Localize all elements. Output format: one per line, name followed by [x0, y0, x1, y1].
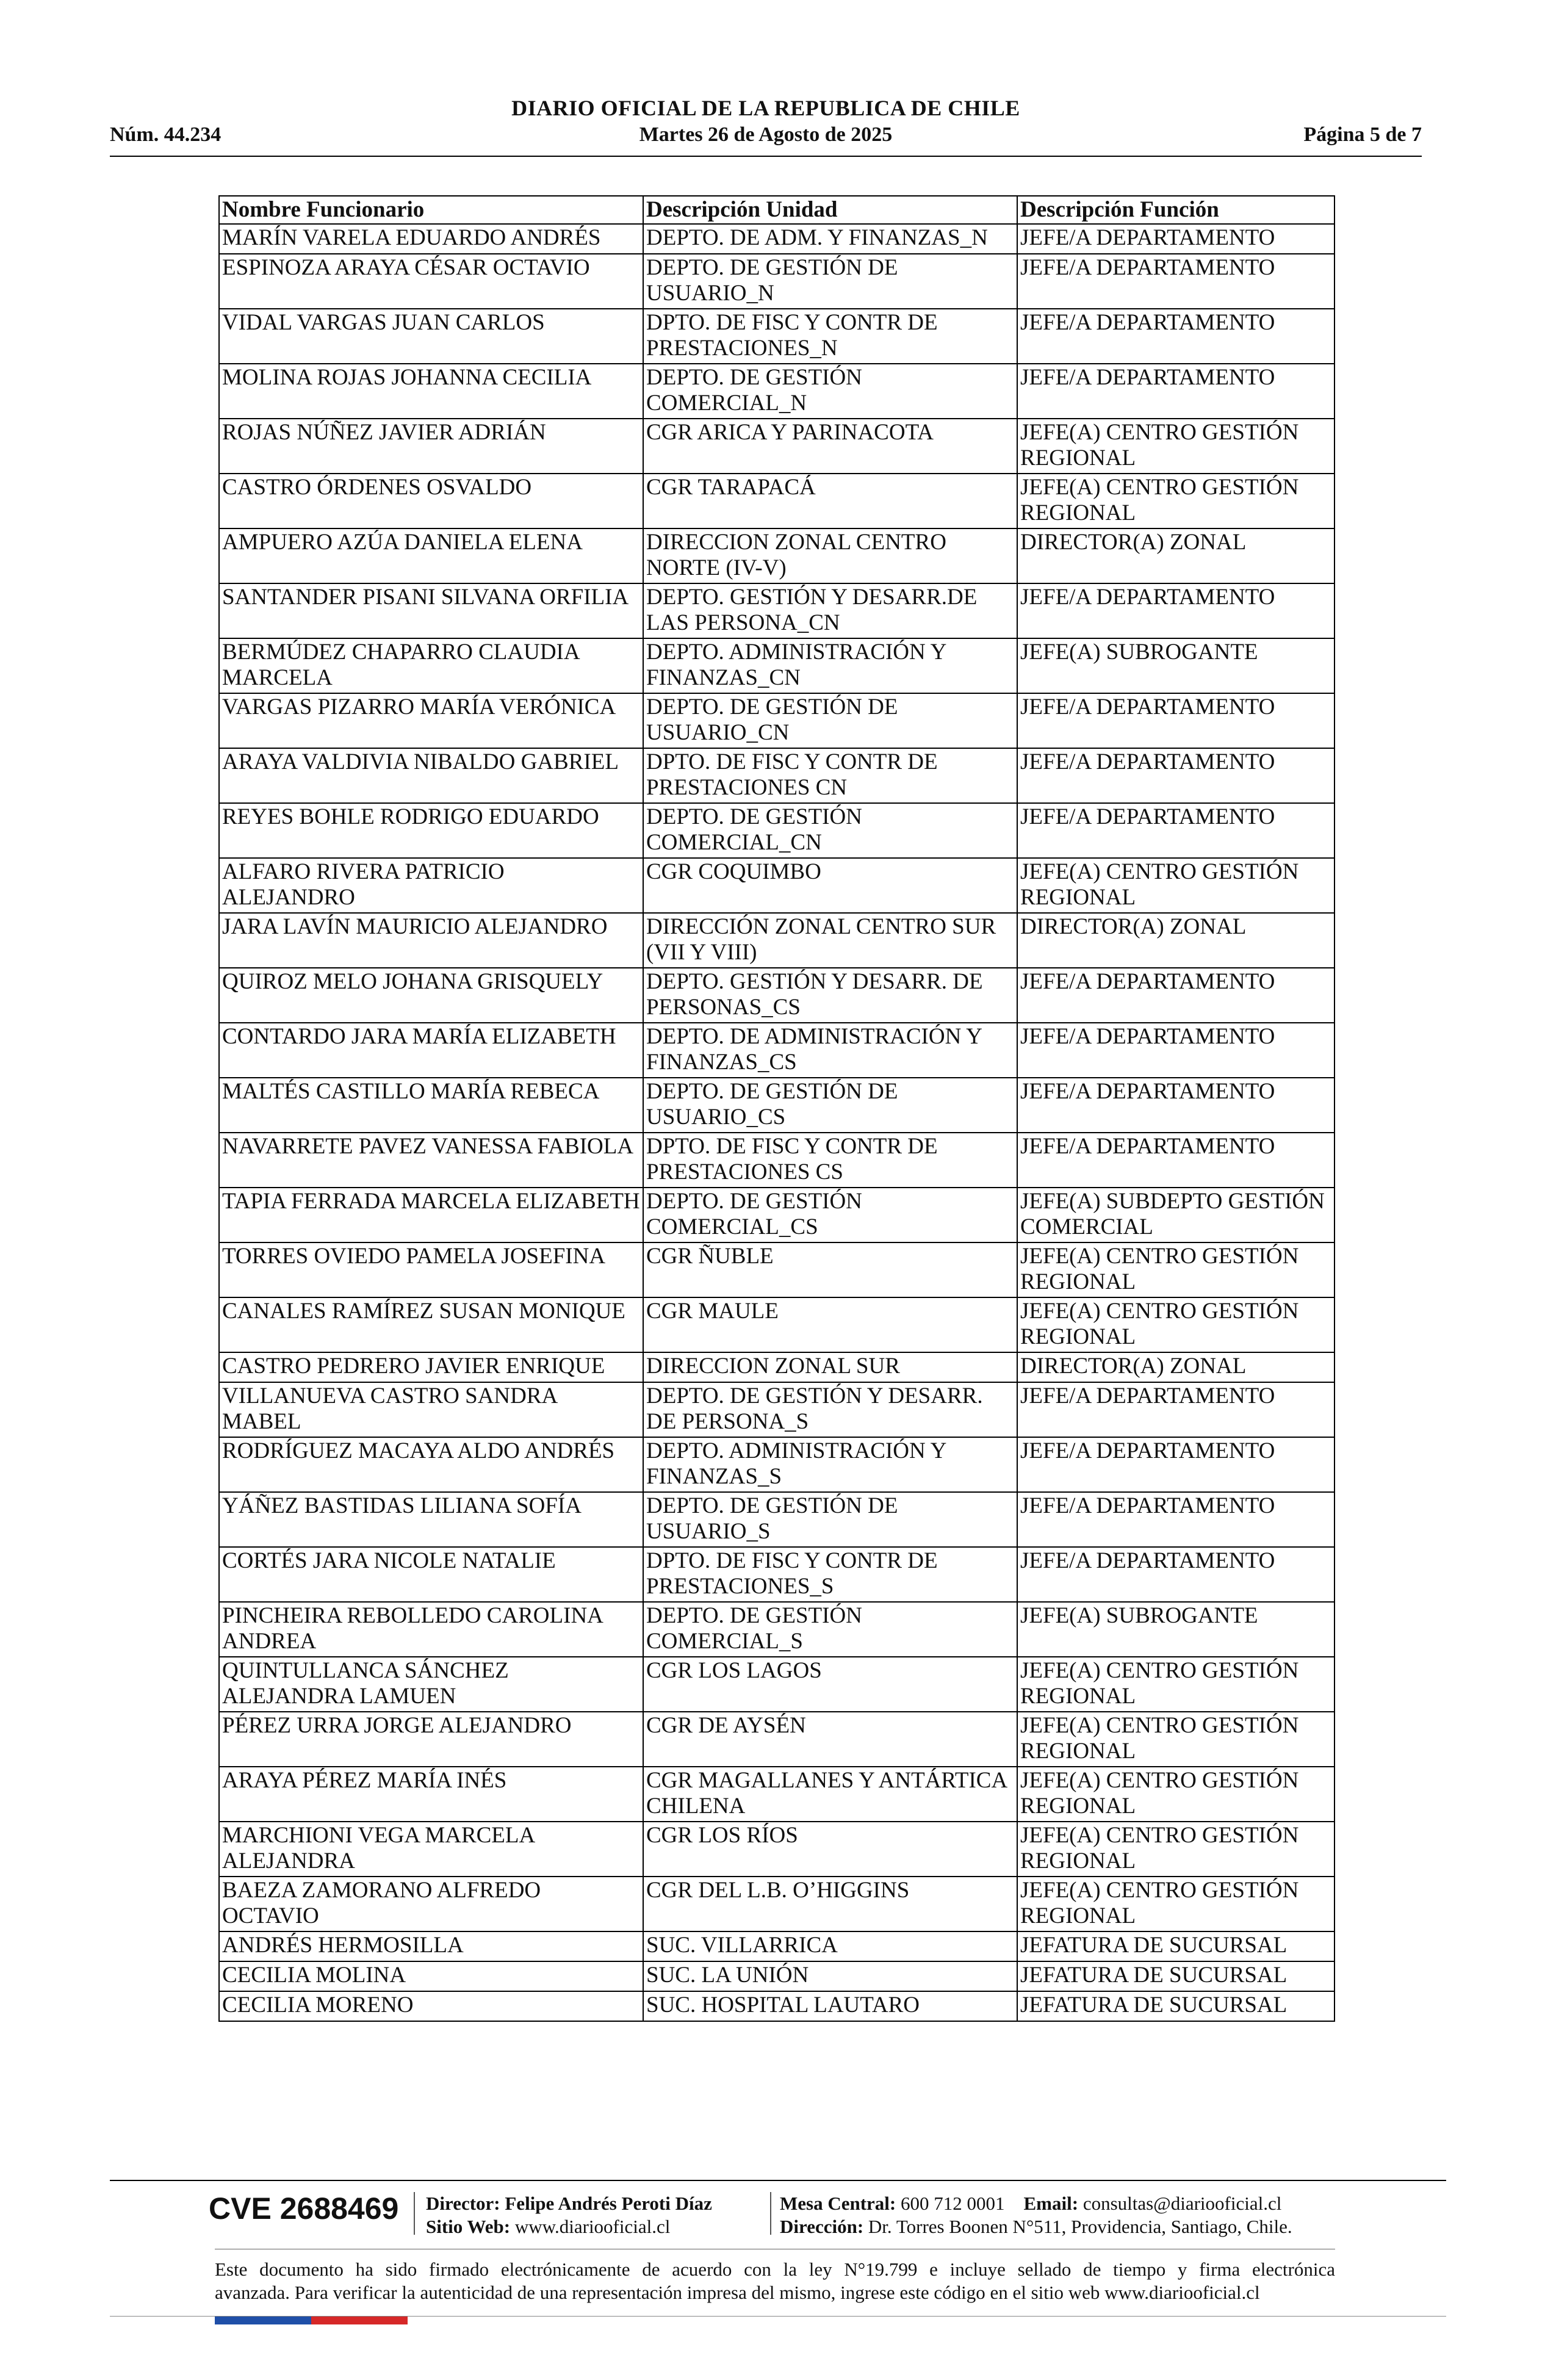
page-number: Página 5 de 7: [1303, 123, 1422, 146]
cell-unit: DEPTO. DE ADM. Y FINANZAS_N: [643, 224, 1017, 254]
table-row: [219, 1023, 1334, 1078]
flag-stripe-blue: [215, 2317, 311, 2324]
cell-name: ROJAS NÚÑEZ JAVIER ADRIÁN: [219, 419, 643, 474]
cell-unit: CGR MAGALLANES Y ANTÁRTICA CHILENA: [643, 1767, 1017, 1822]
cell-name: REYES BOHLE RODRIGO EDUARDO: [219, 803, 643, 858]
cell-name: MARÍN VARELA EDUARDO ANDRÉS: [219, 224, 643, 254]
cell-name: ALFARO RIVERA PATRICIO ALEJANDRO: [219, 858, 643, 913]
cell-name: SANTANDER PISANI SILVANA ORFILIA: [219, 583, 643, 638]
cell-name: CECILIA MORENO: [219, 1991, 643, 2021]
site-link[interactable]: www.diariooficial.cl: [514, 2216, 671, 2237]
cell-function: JEFE/A DEPARTAMENTO: [1017, 1023, 1334, 1078]
cell-name: AMPUERO AZÚA DANIELA ELENA: [219, 528, 643, 583]
cell-name: TAPIA FERRADA MARCELA ELIZABETH: [219, 1188, 643, 1242]
cell-unit: DIRECCIÓN ZONAL CENTRO SUR (VII Y VIII): [643, 913, 1017, 968]
table-row: [219, 1877, 1334, 1931]
cell-name: CORTÉS JARA NICOLE NATALIE: [219, 1547, 643, 1602]
table-row: [219, 224, 1334, 254]
table-row: [219, 1242, 1334, 1297]
cell-name: QUIROZ MELO JOHANA GRISQUELY: [219, 968, 643, 1023]
flag-stripe-red: [311, 2317, 408, 2324]
table-row: [219, 309, 1334, 364]
cell-function: JEFE/A DEPARTAMENTO: [1017, 224, 1334, 254]
cell-unit: SUC. LA UNIÓN: [643, 1961, 1017, 1991]
cell-function: JEFE/A DEPARTAMENTO: [1017, 1437, 1334, 1492]
cell-name: CONTARDO JARA MARÍA ELIZABETH: [219, 1023, 643, 1078]
cell-name: PINCHEIRA REBOLLEDO CAROLINA ANDREA: [219, 1602, 643, 1657]
cell-name: VARGAS PIZARRO MARÍA VERÓNICA: [219, 693, 643, 748]
cell-function: JEFE/A DEPARTAMENTO: [1017, 1078, 1334, 1133]
cell-function: JEFE(A) SUBDEPTO GESTIÓN COMERCIAL: [1017, 1188, 1334, 1242]
table-row: [219, 1767, 1334, 1822]
email-link[interactable]: consultas@diariooficial.cl: [1082, 2193, 1282, 2214]
cell-unit: DEPTO. DE GESTIÓN DE USUARIO_N: [643, 254, 1017, 309]
cell-unit: CGR MAULE: [643, 1297, 1017, 1352]
issue-number: Núm. 44.234: [110, 123, 222, 146]
cell-name: BAEZA ZAMORANO ALFREDO OCTAVIO: [219, 1877, 643, 1931]
cell-unit: SUC. VILLARRICA: [643, 1931, 1017, 1961]
cell-function: JEFE(A) CENTRO GESTIÓN REGIONAL: [1017, 474, 1334, 528]
cell-name: QUINTULLANCA SÁNCHEZ ALEJANDRA LAMUEN: [219, 1657, 643, 1712]
table-row: [219, 1931, 1334, 1961]
table-body: [219, 224, 1334, 2021]
column-header-function: Descripción Función: [1017, 196, 1334, 224]
cell-unit: DPTO. DE FISC Y CONTR DE PRESTACIONES_S: [643, 1547, 1017, 1602]
cell-function: JEFE(A) CENTRO GESTIÓN REGIONAL: [1017, 1877, 1334, 1931]
table-row: [219, 1133, 1334, 1188]
cell-function: JEFE(A) CENTRO GESTIÓN REGIONAL: [1017, 1657, 1334, 1712]
cell-function: DIRECTOR(A) ZONAL: [1017, 913, 1334, 968]
cell-unit: DEPTO. DE GESTIÓN COMERCIAL_N: [643, 364, 1017, 419]
cell-function: JEFATURA DE SUCURSAL: [1017, 1961, 1334, 1991]
cell-name: CASTRO PEDRERO JAVIER ENRIQUE: [219, 1352, 643, 1382]
director-label: Director:: [426, 2193, 500, 2214]
table-row: [219, 1492, 1334, 1547]
table-row: [219, 968, 1334, 1023]
table-row: [219, 254, 1334, 309]
cell-unit: DPTO. DE FISC Y CONTR DE PRESTACIONES CN: [643, 748, 1017, 803]
cell-name: ARAYA VALDIVIA NIBALDO GABRIEL: [219, 748, 643, 803]
cell-unit: SUC. HOSPITAL LAUTARO: [643, 1991, 1017, 2021]
cell-function: JEFE(A) CENTRO GESTIÓN REGIONAL: [1017, 1242, 1334, 1297]
cell-function: JEFE(A) CENTRO GESTIÓN REGIONAL: [1017, 1822, 1334, 1877]
cell-function: JEFATURA DE SUCURSAL: [1017, 1991, 1334, 2021]
cell-function: JEFE/A DEPARTAMENTO: [1017, 693, 1334, 748]
table-row: [219, 1352, 1334, 1382]
officials-table: [218, 195, 1335, 2022]
column-header-unit: Descripción Unidad: [643, 196, 1017, 224]
cell-name: PÉREZ URRA JORGE ALEJANDRO: [219, 1712, 643, 1767]
footer-separator: [414, 2192, 415, 2235]
cell-function: DIRECTOR(A) ZONAL: [1017, 528, 1334, 583]
address-value: Dr. Torres Boonen N°511, Providencia, Santiago, Chile.: [868, 2216, 1292, 2237]
table-row: [219, 803, 1334, 858]
cell-function: JEFE/A DEPARTAMENTO: [1017, 968, 1334, 1023]
table-row: [219, 1602, 1334, 1657]
table-row: [219, 748, 1334, 803]
mesa-label: Mesa Central:: [780, 2193, 896, 2214]
cell-name: BERMÚDEZ CHAPARRO CLAUDIA MARCELA: [219, 638, 643, 693]
legal-notice-line-1: Este documento ha sido firmado electrónicamente de acuerdo con la ley N°19.799 e incluye sellado de tiempo y firma electrónica: [215, 2259, 1335, 2280]
table-row: [219, 1657, 1334, 1712]
table-row: [219, 419, 1334, 474]
table-row: [219, 1991, 1334, 2021]
cell-unit: DEPTO. ADMINISTRACIÓN Y FINANZAS_S: [643, 1437, 1017, 1492]
cell-name: VILLANUEVA CASTRO SANDRA MABEL: [219, 1382, 643, 1437]
footer-separator: [770, 2192, 771, 2235]
director-block: [426, 2192, 712, 2238]
cell-unit: DEPTO. DE GESTIÓN COMERCIAL_S: [643, 1602, 1017, 1657]
cell-unit: CGR ÑUBLE: [643, 1242, 1017, 1297]
director-name: Felipe Andrés Peroti Díaz: [505, 2193, 712, 2214]
cell-function: JEFE(A) CENTRO GESTIÓN REGIONAL: [1017, 1297, 1334, 1352]
cell-function: JEFE/A DEPARTAMENTO: [1017, 309, 1334, 364]
cell-function: JEFE/A DEPARTAMENTO: [1017, 1382, 1334, 1437]
table-row: [219, 1297, 1334, 1352]
cell-unit: DEPTO. DE GESTIÓN Y DESARR. DE PERSONA_S: [643, 1382, 1017, 1437]
cell-function: JEFE/A DEPARTAMENTO: [1017, 364, 1334, 419]
cell-function: JEFE(A) CENTRO GESTIÓN REGIONAL: [1017, 419, 1334, 474]
cell-function: JEFE/A DEPARTAMENTO: [1017, 1133, 1334, 1188]
table-row: [219, 1712, 1334, 1767]
table-row: [219, 1961, 1334, 1991]
cell-unit: CGR LOS RÍOS: [643, 1822, 1017, 1877]
cell-name: YÁÑEZ BASTIDAS LILIANA SOFÍA: [219, 1492, 643, 1547]
cell-name: RODRÍGUEZ MACAYA ALDO ANDRÉS: [219, 1437, 643, 1492]
table-row: [219, 1437, 1334, 1492]
cell-unit: DEPTO. GESTIÓN Y DESARR.DE LAS PERSONA_CN: [643, 583, 1017, 638]
table-row: [219, 528, 1334, 583]
contact-block: [780, 2192, 1292, 2238]
cell-unit: DEPTO. GESTIÓN Y DESARR. DE PERSONAS_CS: [643, 968, 1017, 1023]
cell-name: CANALES RAMÍREZ SUSAN MONIQUE: [219, 1297, 643, 1352]
cell-unit: CGR ARICA Y PARINACOTA: [643, 419, 1017, 474]
cell-function: JEFE/A DEPARTAMENTO: [1017, 748, 1334, 803]
table-row: [219, 1188, 1334, 1242]
cell-unit: DIRECCION ZONAL SUR: [643, 1352, 1017, 1382]
cell-name: ARAYA PÉREZ MARÍA INÉS: [219, 1767, 643, 1822]
cell-function: JEFE(A) CENTRO GESTIÓN REGIONAL: [1017, 858, 1334, 913]
cell-function: JEFE/A DEPARTAMENTO: [1017, 1492, 1334, 1547]
cell-name: MOLINA ROJAS JOHANNA CECILIA: [219, 364, 643, 419]
cell-unit: DIRECCION ZONAL CENTRO NORTE (IV-V): [643, 528, 1017, 583]
cell-name: TORRES OVIEDO PAMELA JOSEFINA: [219, 1242, 643, 1297]
table-row: [219, 1382, 1334, 1437]
cell-unit: DPTO. DE FISC Y CONTR DE PRESTACIONES CS: [643, 1133, 1017, 1188]
table-row: [219, 1547, 1334, 1602]
mesa-value: 600 712 0001: [901, 2193, 1005, 2214]
cell-unit: DEPTO. DE GESTIÓN DE USUARIO_CN: [643, 693, 1017, 748]
cell-function: DIRECTOR(A) ZONAL: [1017, 1352, 1334, 1382]
table-row: [219, 364, 1334, 419]
table-row: [219, 474, 1334, 528]
cell-function: JEFE(A) SUBROGANTE: [1017, 1602, 1334, 1657]
publication-date: Martes 26 de Agosto de 2025: [639, 123, 893, 146]
cell-name: VIDAL VARGAS JUAN CARLOS: [219, 309, 643, 364]
cell-unit: DEPTO. DE GESTIÓN DE USUARIO_CS: [643, 1078, 1017, 1133]
table-row: [219, 1078, 1334, 1133]
cell-unit: DPTO. DE FISC Y CONTR DE PRESTACIONES_N: [643, 309, 1017, 364]
cell-name: CASTRO ÓRDENES OSVALDO: [219, 474, 643, 528]
table-row: [219, 583, 1334, 638]
publication-title: DIARIO OFICIAL DE LA REPUBLICA DE CHILE: [511, 96, 1020, 120]
table-row: [219, 693, 1334, 748]
table-row: [219, 913, 1334, 968]
cell-function: JEFE/A DEPARTAMENTO: [1017, 803, 1334, 858]
cell-function: JEFE/A DEPARTAMENTO: [1017, 583, 1334, 638]
cell-function: JEFE/A DEPARTAMENTO: [1017, 254, 1334, 309]
cell-name: ESPINOZA ARAYA CÉSAR OCTAVIO: [219, 254, 643, 309]
cell-name: MALTÉS CASTILLO MARÍA REBECA: [219, 1078, 643, 1133]
cell-unit: CGR DE AYSÉN: [643, 1712, 1017, 1767]
cell-unit: DEPTO. DE GESTIÓN COMERCIAL_CS: [643, 1188, 1017, 1242]
cell-unit: CGR LOS LAGOS: [643, 1657, 1017, 1712]
cell-unit: DEPTO. DE GESTIÓN COMERCIAL_CN: [643, 803, 1017, 858]
address-label: Dirección:: [780, 2216, 864, 2237]
cell-name: JARA LAVÍN MAURICIO ALEJANDRO: [219, 913, 643, 968]
cell-function: JEFE(A) SUBROGANTE: [1017, 638, 1334, 693]
cell-function: JEFE/A DEPARTAMENTO: [1017, 1547, 1334, 1602]
page-header: [110, 92, 1422, 156]
legal-notice-line-2: avanzada. Para verificar la autenticidad de una representación impresa del mismo, ingrese este código en el sitio web www.diariooficial.cl: [215, 2282, 1260, 2303]
table-row: [219, 1822, 1334, 1877]
cell-name: NAVARRETE PAVEZ VANESSA FABIOLA: [219, 1133, 643, 1188]
cell-function: JEFATURA DE SUCURSAL: [1017, 1931, 1334, 1961]
cell-function: JEFE(A) CENTRO GESTIÓN REGIONAL: [1017, 1712, 1334, 1767]
table-row: [219, 638, 1334, 693]
cve-code: CVE 2688469: [209, 2191, 399, 2226]
cell-name: CECILIA MOLINA: [219, 1961, 643, 1991]
cell-unit: DEPTO. DE GESTIÓN DE USUARIO_S: [643, 1492, 1017, 1547]
table-header-row: [219, 196, 1334, 224]
header-divider: [110, 156, 1422, 157]
cell-unit: CGR TARAPACÁ: [643, 474, 1017, 528]
cell-unit: DEPTO. ADMINISTRACIÓN Y FINANZAS_CN: [643, 638, 1017, 693]
cell-unit: CGR DEL L.B. O’HIGGINS: [643, 1877, 1017, 1931]
footer-divider: [110, 2180, 1446, 2181]
cell-name: ANDRÉS HERMOSILLA: [219, 1931, 643, 1961]
table-row: [219, 858, 1334, 913]
cell-unit: DEPTO. DE ADMINISTRACIÓN Y FINANZAS_CS: [643, 1023, 1017, 1078]
cell-name: MARCHIONI VEGA MARCELA ALEJANDRA: [219, 1822, 643, 1877]
cell-function: JEFE(A) CENTRO GESTIÓN REGIONAL: [1017, 1767, 1334, 1822]
column-header-name: Nombre Funcionario: [219, 196, 643, 224]
site-label: Sitio Web:: [426, 2216, 511, 2237]
email-label: Email:: [1023, 2193, 1079, 2214]
cell-unit: CGR COQUIMBO: [643, 858, 1017, 913]
